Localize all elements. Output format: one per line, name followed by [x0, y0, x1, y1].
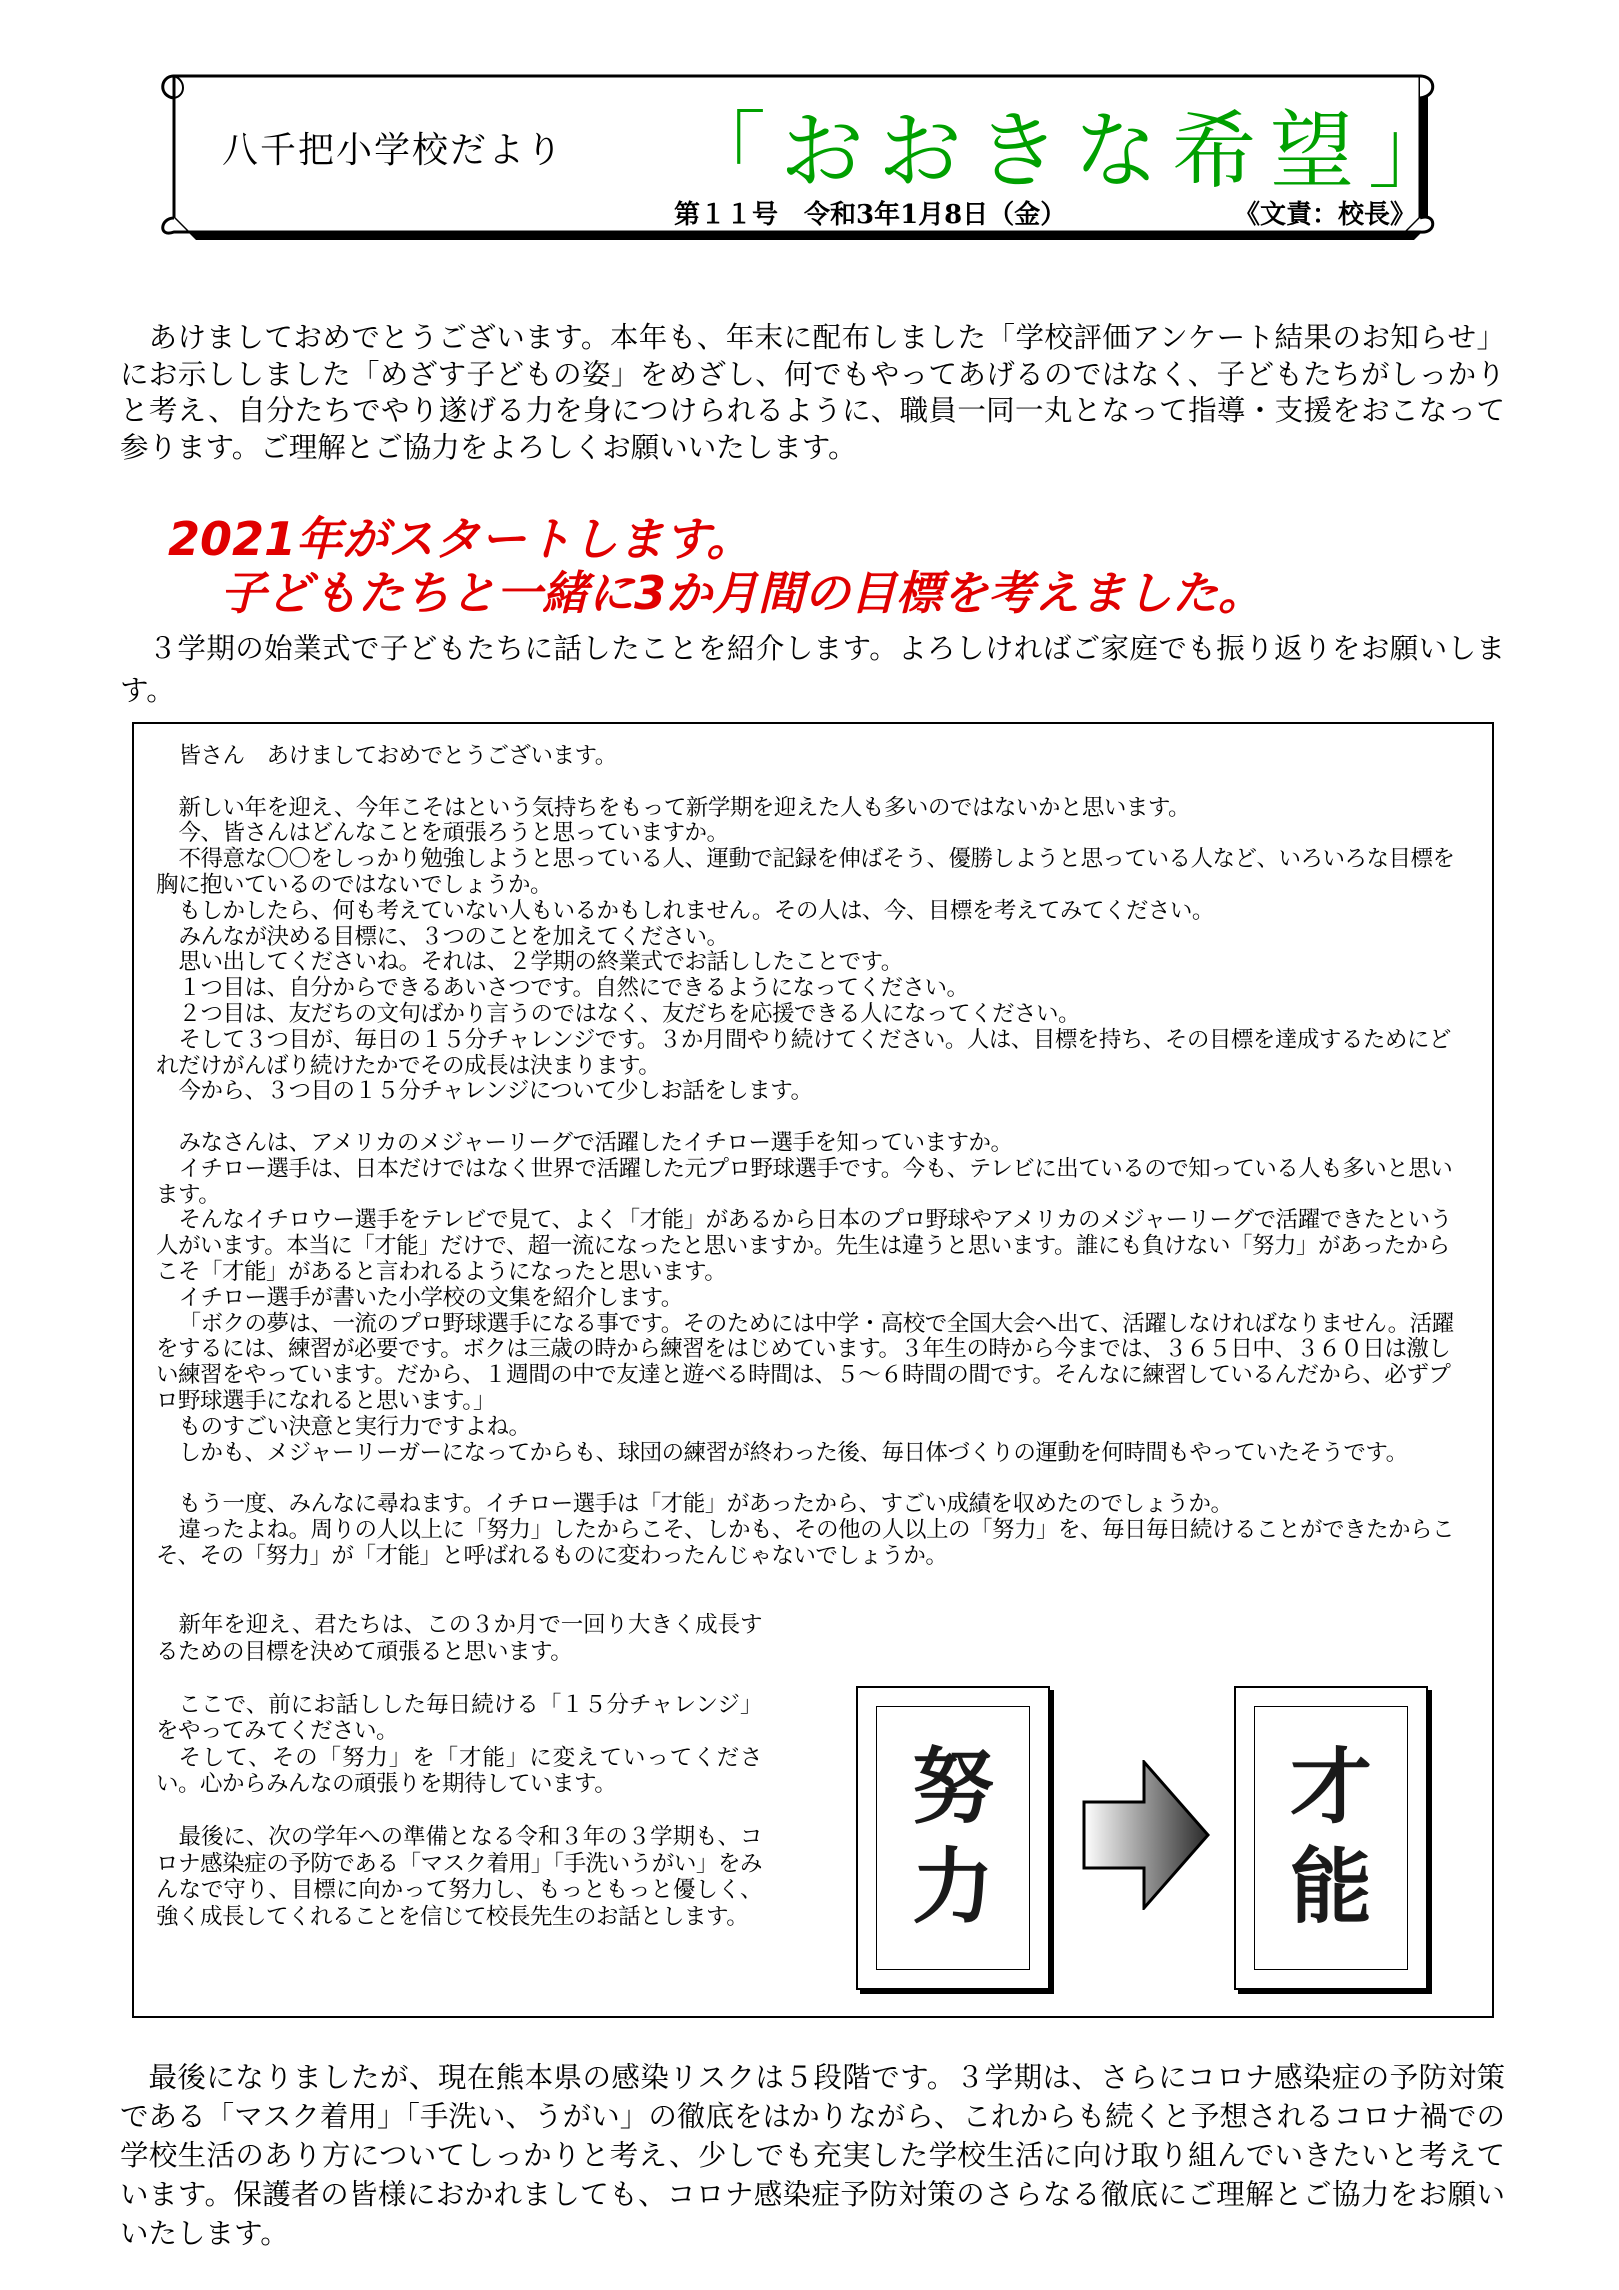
- speech-paragraph: しかも、メジャーリーガーになってからも、球団の練習が終わった後、毎日体づくりの運動を何時間もやっていたそうです。: [178, 1439, 1408, 1466]
- speech-paragraph: 新しい年を迎え、今年こそはという気持ちをもって新学期を迎えた人も多いのではないかと思います。: [178, 794, 1191, 821]
- speech-paragraph: ２つ目は、友だちの文句ばかり言うのではなく、友だちを応援できる人になってください。: [178, 1000, 1081, 1027]
- speech-paragraph: みなさんは、アメリカのメジャーリーグで活躍したイチロー選手を知っていますか。: [178, 1129, 1013, 1156]
- responsibility-note: 《文責：校長》: [1234, 200, 1417, 230]
- speech-paragraph: そして、その「努力」を「才能」に変えていってください。心からみんなの頑張りを期待しています。: [156, 1744, 762, 1797]
- effort-glyph: 努: [911, 1740, 994, 1835]
- issue-number-date: 第１１号 令和3年1月8日（金）: [674, 200, 1067, 230]
- speech-text: [156, 744, 1468, 1570]
- headline-line-1: 2021年がスタートします。: [168, 512, 753, 566]
- speech-greeting: 皆さん あけましておめでとうございます。: [178, 743, 617, 769]
- intro-paragraph: あけましておめでとうございます。本年も、年末に配布しました「学校評価アンケート結果のお知らせ」にお示ししました「めざす子どもの姿」をめざし、何でもやってあげるのではなく、子どもたちがしっかりと考え、自分たちでやり遂げる力を身につけられるように、職員一同一丸となって指導・支援をおこなって参ります。ご理解とご協力をよろしくお願いいたします。: [120, 321, 1505, 464]
- closing-paragraph: 最後になりましたが、現在熊本県の感染リスクは５段階です。３学期は、さらにコロナ感染症の予防対策である「マスク着用」「手洗い、うがい」の徹底をはかりながら、これからも続くと予想されるコロナ禍での学校生活のあり方についてしっかりと考え、少しでも充実した学校生活に向け取り組んでいきたいと考えています。保護者の皆様におかれましても、コロナ感染症予防対策のさらなる徹底にご理解とご協力をお願いいたします。: [120, 2061, 1505, 2250]
- speech-paragraph: ここで、前にお話しした毎日続ける「１５分チャレンジ」をやってみてください。: [156, 1691, 762, 1744]
- headline: [168, 512, 1264, 620]
- speech-box: [132, 722, 1494, 2018]
- speech-paragraph: イチロー選手が書いた小学校の文集を紹介します。: [178, 1284, 683, 1311]
- right-arrow-icon: [1082, 1760, 1212, 1910]
- speech-paragraph: イチロー選手は、日本だけではなく世界で活躍した元プロ野球選手です。今も、テレビに出ているので知っている人も多いと思います。: [156, 1155, 1453, 1208]
- talent-glyph: 才: [1289, 1740, 1372, 1835]
- speech-paragraph: 違ったよね。周りの人以上に「努力」したからこそ、しかも、その他の人以上の「努力」を、毎日毎日続けることができたからこそ、その「努力」が「才能」と呼ばれるものに変わったんじゃないでしょうか。: [156, 1516, 1455, 1569]
- speech-paragraph: もしかしたら、何も考えていない人もいるかもしれません。その人は、今、目標を考えてみてください。: [178, 897, 1214, 924]
- speech-paragraph: 今から、３つ目の１５分チャレンジについて少しお話をします。: [178, 1078, 813, 1105]
- talent-card: [1234, 1686, 1428, 1990]
- newsletter-title: 「おおきな希望」: [682, 102, 1467, 200]
- speech-paragraph: ものすごい決意と実行力ですよね。: [178, 1413, 531, 1440]
- effort-card: [856, 1686, 1050, 1990]
- speech-paragraph: 最後に、次の学年への準備となる令和３年の３学期も、コロナ感染症の予防である「マスク着用」「手洗いうがい」をみんなで守り、目標に向かって努力し、もっともっと優しく、強く成長してくれることを信じて校長先生のお話とします。: [156, 1824, 762, 1930]
- speech-paragraph: そんなイチロウー選手をテレビで見て、よく「才能」があるから日本のプロ野球やアメリカのメジャーリーグで活躍できたという人がいます。本当に「才能」だけで、超一流になったと思いますか。先生は違うと思います。誰にも負けない「努力」があったからこそ「才能」があると言われるようになったと思います。: [156, 1207, 1452, 1285]
- lead-paragraph: ３学期の始業式で子どもたちに話したことを紹介します。よろしければご家庭でも振り返りをお願いします。: [120, 632, 1505, 707]
- speech-paragraph: みんなが決める目標に、３つのことを加えてください。: [178, 923, 729, 950]
- issue-info: [674, 194, 1417, 231]
- speech-paragraph: 不得意な〇〇をしっかり勉強しようと思っている人、運動で記録を伸ばそう、優勝しようと思っている人など、いろいろな目標を胸に抱いているのではないでしょうか。: [156, 846, 1455, 898]
- speech-paragraph: 新年を迎え、君たちは、この３か月で一回り大きく成長するための目標を決めて頑張ると思います。: [156, 1612, 762, 1665]
- speech-paragraph: 今、皆さんはどんなことを頑張ろうと思っていますか。: [178, 820, 729, 847]
- newsletter-header: [152, 62, 1467, 240]
- speech-paragraph: もう一度、みんなに尋ねます。イチロー選手は「才能」があったから、すごい成績を収めたのでしょうか。: [178, 1491, 1233, 1518]
- speech-paragraph: 「ボクの夢は、一流のプロ野球選手になる事です。そのためには中学・高校で全国大会へ出て、活躍しなければなりません。活躍をするには、練習が必要です。ボクは三歳の時から練習をはじめています。３年生の時から今までは、３６５日中、３６０日は激しい練習をやっています。だから、１週間の中で友達と遊べる時間は、５～６時間の間です。そんなに練習しているんだから、必ずプロ野球選手になれると思います。」: [156, 1310, 1454, 1414]
- talent-glyph: 能: [1289, 1840, 1372, 1935]
- effort-glyph: 力: [911, 1840, 994, 1935]
- speech-closing-column: [156, 1612, 762, 1930]
- speech-paragraph: １つ目は、自分からできるあいさつです。自然にできるようになってください。: [178, 975, 969, 1002]
- speech-paragraph: 思い出してくださいね。それは、２学期の終業式でお話ししたことです。: [178, 949, 903, 976]
- speech-paragraph: そして３つ目が、毎日の１５分チャレンジです。３か月間やり続けてください。人は、目標を持ち、その目標を達成するためにどれだけがんばり続けたかでその成長は決まります。: [156, 1026, 1451, 1079]
- school-name: 八千把小学校だより: [222, 130, 565, 171]
- headline-line-2: 子どもたちと一緒に3か月間の目標を考えました。: [220, 566, 1265, 620]
